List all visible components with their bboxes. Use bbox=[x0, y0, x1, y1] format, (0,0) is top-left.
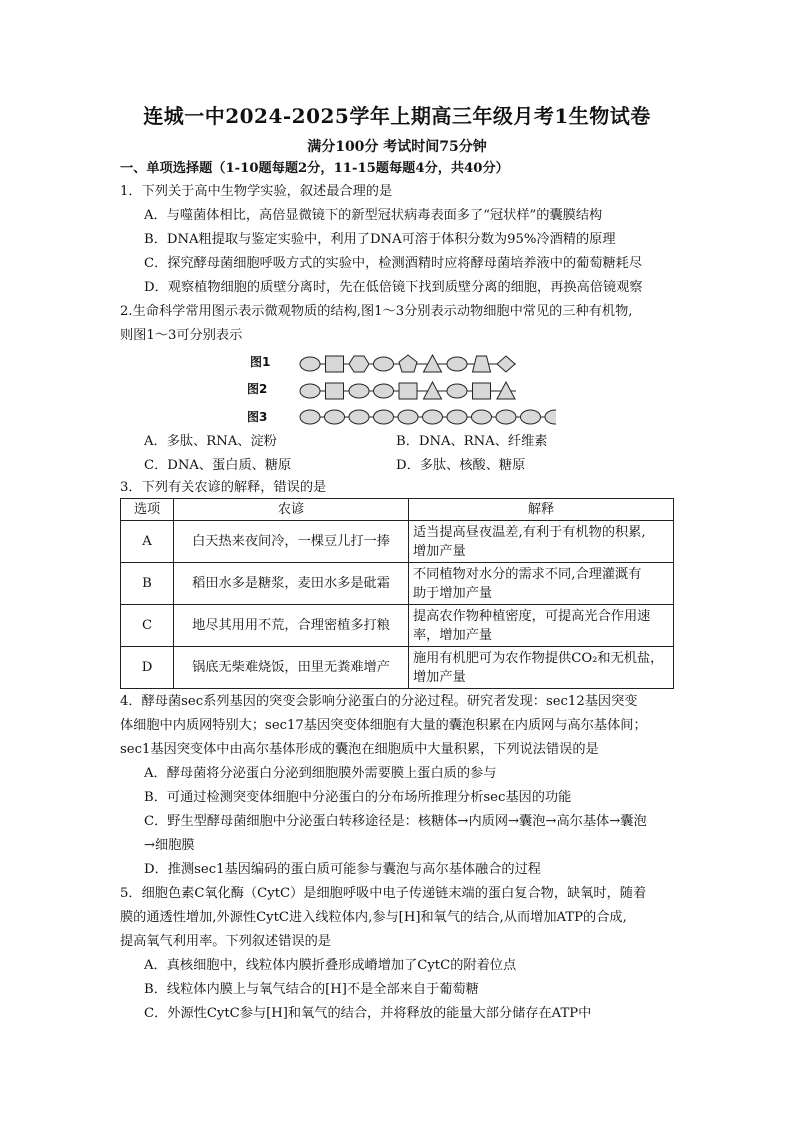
figure-1-monomer-diamond bbox=[497, 356, 515, 372]
table-header-explanation: 解释 bbox=[409, 499, 674, 521]
figure-1-monomer-rect bbox=[326, 356, 344, 372]
row-proverb: 地尽其用用不荒，合理密植多打粮 bbox=[174, 605, 409, 647]
figure-3-monomer-ellipse bbox=[496, 410, 516, 424]
figure-3-monomer-ellipse bbox=[472, 410, 492, 424]
figure-3-monomer-ellipse bbox=[521, 410, 541, 424]
table-header-row bbox=[121, 499, 674, 521]
q1-stem: 1．下列关于高中生物学实验，叙述最合理的是 bbox=[120, 184, 393, 199]
table-row bbox=[121, 521, 674, 563]
figure-2-label: 图2 bbox=[247, 382, 268, 396]
q2-option-b: B．DNA、RNA、纤维素 bbox=[396, 434, 548, 449]
q4-option-b: B．可通过检测突变体细胞中分泌蛋白的分布场所推理分析sec基因的功能 bbox=[144, 790, 572, 805]
row-proverb: 锅底无柴难烧饭，田里无粪难增产 bbox=[174, 647, 409, 689]
figure-3-monomer-ellipse bbox=[325, 410, 345, 424]
row-explanation bbox=[409, 647, 674, 689]
explanation-line: 助于增加产量 bbox=[413, 585, 493, 601]
q5-option-a: A．真核细胞中，线粒体内膜折叠形成嵴增加了CytC的附着位点 bbox=[144, 958, 517, 973]
q1-option-c: C．探究酵母菌细胞呼吸方式的实验中，检测酒精时应将酵母菌培养液中的葡萄糖耗尽 bbox=[144, 256, 643, 271]
q2-stem-line2: 则图1～3可分别表示 bbox=[120, 328, 243, 343]
figure-3-monomer-ellipse bbox=[374, 410, 394, 424]
row-option: C bbox=[121, 605, 174, 647]
q5-option-b: B．线粒体内膜上与氧气结合的[H]不是全部来自于葡萄糖 bbox=[144, 982, 479, 997]
row-proverb: 白天热来夜间冷，一棵豆儿打一捧 bbox=[174, 521, 409, 563]
explanation-line: 率，增加产量 bbox=[413, 627, 493, 643]
q1-option-d: D．观察植物细胞的质壁分离时，先在低倍镜下找到质壁分离的细胞，再换高倍镜观察 bbox=[144, 280, 643, 295]
proverb-table bbox=[120, 498, 674, 689]
figure-1-monomer-ellipse bbox=[300, 357, 320, 371]
exam-subtitle: 满分100分 考试时间75分钟 bbox=[307, 139, 487, 155]
q2-option-d: D．多肽、核酸、糖原 bbox=[396, 458, 526, 473]
figure-3-monomer-ellipse bbox=[349, 410, 369, 424]
row-explanation bbox=[409, 521, 674, 563]
figure-2-monomer-ellipse bbox=[447, 384, 467, 398]
q4-stem-line2: 体细胞中内质网特别大；sec17基因突变体细胞有大量的囊泡积累在内质网与高尔基体间； bbox=[120, 718, 647, 733]
row-explanation bbox=[409, 605, 674, 647]
figure-1-monomer-ellipse bbox=[374, 357, 394, 371]
figure-3-label: 图3 bbox=[247, 410, 268, 424]
exam-title: 连城一中2024-2025学年上期高三年级月考1生物试卷 bbox=[143, 104, 651, 128]
explanation-line: 适当提高昼夜温差,有利于有机物的积累, bbox=[413, 524, 646, 540]
figure-2-monomer-rect bbox=[399, 383, 417, 399]
q5-stem-line2: 膜的通透性增加,外源性CytC进入线粒体内,参与[H]和氧气的结合,从而增加ATP的合成, bbox=[120, 910, 627, 925]
explanation-line: 不同植物对水分的需求不同,合理灌溉有 bbox=[413, 566, 642, 582]
figure-3-monomer-ellipse bbox=[447, 410, 467, 424]
table-row bbox=[121, 647, 674, 689]
figure-2-monomer-rect bbox=[473, 383, 491, 399]
table-row bbox=[121, 605, 674, 647]
figure-3-chain bbox=[296, 407, 556, 427]
figure-1-monomer-ellipse bbox=[447, 357, 467, 371]
figure-2-monomer-ellipse bbox=[374, 384, 394, 398]
explanation-line: 施用有机肥可为农作物提供CO₂和无机盐， bbox=[413, 650, 664, 666]
figure-2-monomer-ellipse bbox=[300, 384, 320, 398]
q4-stem-line3: sec1基因突变体中由高尔基体形成的囊泡在细胞质中大量积累，下列说法错误的是 bbox=[120, 742, 599, 757]
row-option: A bbox=[121, 521, 174, 563]
figure-2-monomer-rect bbox=[326, 383, 344, 399]
explanation-line: 提高农作物种植密度，可提高光合作用速 bbox=[413, 608, 651, 624]
figure-2-chain bbox=[296, 381, 556, 401]
q5-option-c: C．外源性CytC参与[H]和氧气的结合，并将释放的能量大部分储存在ATP中 bbox=[144, 1006, 592, 1021]
q4-option-d: D．推测sec1基因编码的蛋白质可能参与囊泡与高尔基体融合的过程 bbox=[144, 862, 541, 877]
figure-3-monomer-ellipse bbox=[398, 410, 418, 424]
row-option: B bbox=[121, 563, 174, 605]
section-heading: 一、单项选择题（1-10题每题2分，11-15题每题4分，共40分） bbox=[120, 161, 509, 176]
q2-stem-line1: 2.生命科学常用图示表示微观物质的结构,图1～3分别表示动物细胞中常见的三种有机物, bbox=[120, 304, 633, 319]
q3-stem: 3．下列有关农谚的解释，错误的是 bbox=[120, 480, 327, 495]
q5-stem-line1: 5．细胞色素C氧化酶（CytC）是细胞呼吸中电子传递链末端的蛋白复合物，缺氧时，随着 bbox=[120, 886, 647, 901]
table-header-proverb: 农谚 bbox=[174, 499, 409, 521]
figure-3-monomer-ellipse bbox=[423, 410, 443, 424]
figure-3-monomer-ellipse bbox=[300, 410, 320, 424]
explanation-line: 增加产量 bbox=[413, 543, 466, 559]
explanation-line: 增加产量 bbox=[413, 669, 466, 685]
figure-3-monomer-ellipse bbox=[545, 410, 556, 424]
figure-1-label: 图1 bbox=[250, 355, 271, 369]
table-row bbox=[121, 563, 674, 605]
figure-2-monomer-ellipse bbox=[349, 384, 369, 398]
row-option: D bbox=[121, 647, 174, 689]
q1-option-a: A．与噬菌体相比，高倍显微镜下的新型冠状病毒表面多了“冠状样”的囊膜结构 bbox=[144, 208, 603, 223]
q2-option-c: C．DNA、蛋白质、糖原 bbox=[144, 458, 292, 473]
figure-1-chain bbox=[296, 354, 556, 374]
q4-option-a: A．酵母菌将分泌蛋白分泌到细胞膜外需要膜上蛋白质的参与 bbox=[144, 766, 497, 781]
figure-1-monomer-trapezoid bbox=[473, 356, 491, 372]
q4-stem-line1: 4．酵母菌sec系列基因的突变会影响分泌蛋白的分泌过程。研究者发现：sec12基因突变 bbox=[120, 694, 638, 709]
q1-option-b: B．DNA粗提取与鉴定实验中，利用了DNA可溶于体积分数为95%冷酒精的原理 bbox=[144, 232, 616, 247]
figure-1-monomer-pentagon bbox=[399, 355, 417, 372]
q5-stem-line3: 提高氧气利用率。下列叙述错误的是 bbox=[120, 934, 331, 949]
row-explanation bbox=[409, 563, 674, 605]
table-header-option: 选项 bbox=[121, 499, 174, 521]
q4-option-c: C．野生型酵母菌细胞中分泌蛋白转移途径是：核糖体→内质网→囊泡→高尔基体→囊泡 bbox=[144, 814, 647, 829]
q4-option-c-cont: →细胞膜 bbox=[144, 838, 195, 853]
q2-option-a: A．多肽、RNA、淀粉 bbox=[144, 434, 277, 449]
figure-1-monomer-hexagon bbox=[349, 356, 369, 372]
row-proverb: 稻田水多是糖浆，麦田水多是砒霜 bbox=[174, 563, 409, 605]
